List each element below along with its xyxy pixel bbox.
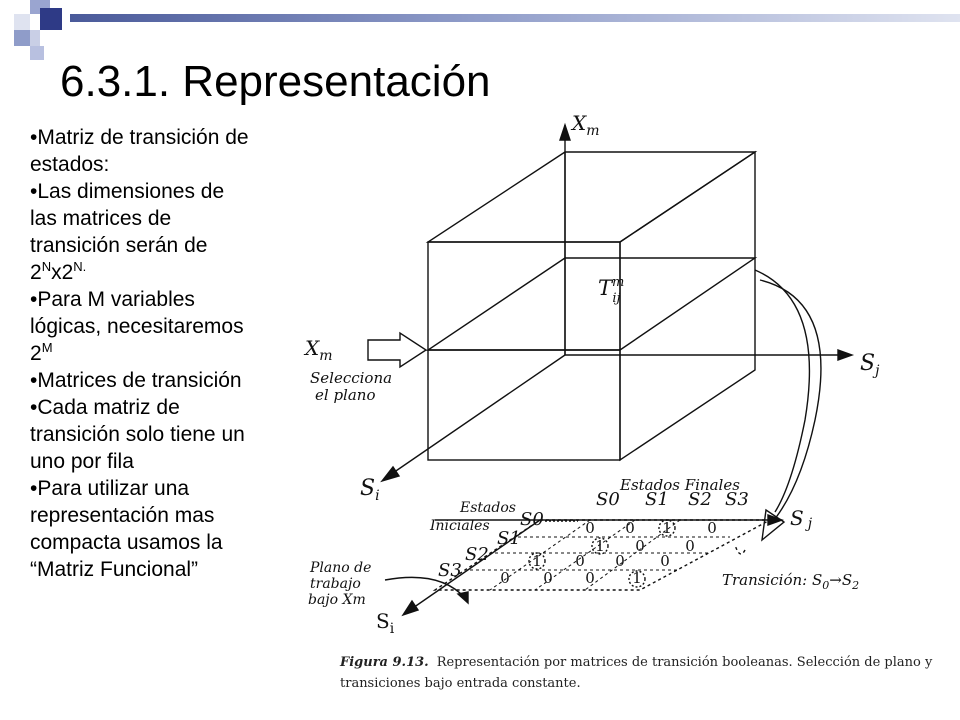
initial-state-label: S2 — [465, 544, 489, 565]
slide-title: 6.3.1. Representación — [60, 57, 491, 106]
matrix-cell: 0 — [615, 552, 625, 570]
plano-label-2: trabajo — [310, 576, 361, 592]
selecciona-label-2: el plano — [315, 386, 376, 404]
bullet-item: •Matrices de transición — [30, 369, 242, 392]
transition-label: Transición: $S_0\to S_2$ — [722, 571, 860, 592]
estados-finales-label: Estados Finales — [620, 476, 740, 494]
plano-label-3: bajo Xm — [308, 592, 366, 608]
sj-axis-arrowhead — [838, 350, 852, 360]
matrix-cell: 1 — [632, 569, 642, 587]
si-axis-arrowhead — [382, 467, 399, 481]
matrix-cell: 1 — [662, 519, 672, 537]
matrix-cell: 0 — [575, 552, 585, 570]
matrix-cell: 0 — [543, 569, 553, 587]
curved-arrow-head — [762, 510, 784, 540]
cube-right-face — [620, 152, 755, 460]
grid-si-label: $S_i$ — [376, 609, 395, 637]
initial-state-label: S0 — [520, 509, 544, 530]
figure-caption — [340, 652, 950, 694]
matrix-cell: 0 — [707, 519, 717, 537]
caption-text: Representación por matrices de transición booleanas. Selección de plano y transiciones bajo entrada constante. — [340, 655, 933, 691]
si-axis-label: $S_i$ — [360, 476, 380, 504]
initial-state-label: S3 — [438, 560, 462, 581]
final-state-label: S3 — [725, 489, 749, 510]
final-state-label: S2 — [688, 489, 712, 510]
matrix-cell: 0 — [585, 569, 595, 587]
final-state-label: S1 — [645, 489, 669, 510]
matrix-cell: 1 — [595, 537, 605, 555]
bullet-item: •Cada matriz de transición solo tiene un uno por fila — [30, 396, 245, 473]
matrix-cell: 1 — [532, 552, 542, 570]
sj-axis-label: $S_j$ — [860, 351, 880, 379]
plano-label: Plano de — [310, 560, 372, 576]
grid-sj-label: S j — [790, 506, 813, 532]
bullet-item: •Para utilizar una representación mas compacta usamos la “Matriz Funcional” — [30, 477, 223, 581]
xm-axis-label: $X_m$ — [572, 111, 600, 139]
selecciona-label: Selecciona — [310, 369, 393, 387]
input-arrow — [368, 333, 426, 367]
final-state-label: S0 — [596, 489, 620, 510]
figure-label: Figura 9.13. — [340, 655, 429, 670]
matrix-cell: 0 — [660, 552, 670, 570]
bullet-item: •Matriz de transición de estados: — [30, 126, 249, 176]
estados-iniciales-label-2: Iniciales — [430, 518, 490, 534]
input-label: $X_m$ — [305, 336, 333, 364]
si-axis-line — [390, 355, 565, 475]
matrix-cell: 0 — [625, 519, 635, 537]
selected-plane — [428, 258, 755, 350]
cube-top-face — [428, 152, 755, 242]
bullet-item: •Las dimensiones de las matrices de transición serán de $2^Nx2^{N.}$ — [30, 180, 225, 284]
matrix-cell: 0 — [635, 537, 645, 555]
matrix-cell: 0 — [585, 519, 595, 537]
t-matrix-label: $T^m$ ij — [598, 275, 625, 306]
bullet-item: •Para M variables lógicas, necesitaremos $2^M$ — [30, 288, 244, 365]
curved-arrow — [760, 280, 821, 525]
matrix-cell: 0 — [500, 569, 510, 587]
xm-axis-arrowhead — [560, 125, 570, 140]
estados-iniciales-label: Estados — [460, 500, 516, 516]
matrix-cell: 0 — [685, 537, 695, 555]
initial-state-label: S1 — [497, 528, 521, 549]
cube-front-face — [428, 242, 620, 460]
